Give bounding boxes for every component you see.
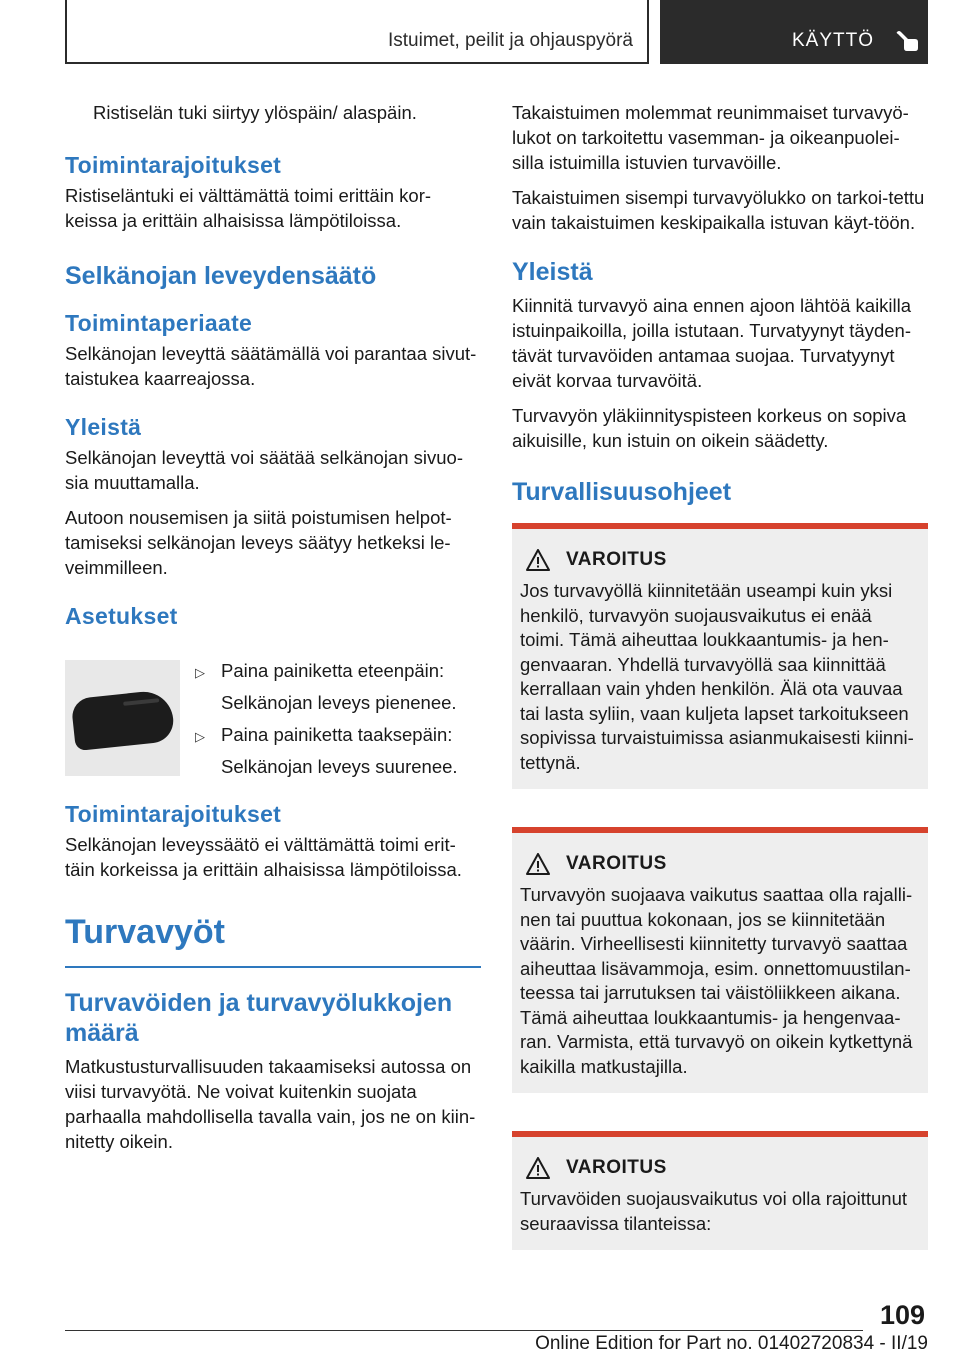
heading-toimintaperiaate: Toimintaperiaate xyxy=(65,310,253,336)
heading-turvavoiden-maara: Turvavöiden ja turvavyölukkojen määrä xyxy=(65,989,453,1047)
text-right-1: Takaistuimen molemmat reunimmaiset turvavyö-lukot on tarkoitettu vasemman- ja oikeanpuolei-silla istuimilla istuvien turvavöille. xyxy=(512,102,909,173)
header-chapter-title: KÄYTTÖ xyxy=(792,30,875,51)
text-toimintarajoitukset-2: Selkänojan leveyssäätö ei välttämättä toimi erit-täin korkeissa ja erittäin alhaisissa lämpötiloissa. xyxy=(65,834,462,880)
heading-toimintarajoitukset-2: Toimintarajoitukset xyxy=(65,801,282,827)
triangle-bullet-icon: ▷ xyxy=(195,665,205,680)
settings-block xyxy=(65,638,481,786)
heading-toimintarajoitukset-1: Toimintarajoitukset xyxy=(65,152,282,178)
seat-width-button-image xyxy=(65,660,180,776)
header-chapter-box xyxy=(660,0,928,64)
warning-text: Turvavyön suojaava vaikutus saattaa olla rajalli-nen tai puuttua kokonaan, jos se kiinnitetään väärin. Virheellisesti kiinnitetty turvavyö saattaa aiheuttaa lisävammoja, esim. onnettomuustilan-teessa tai jarrutuksen tai väistöliikkeen aikana. Tämä aiheuttaa loukkaantumis- ja hengenvaa-ran. Varmista, että turvavyö on oikein kytkettynä kaikilla matkustajilla. xyxy=(520,884,913,1077)
heading-turvallisuusohjeet: Turvallisuusohjeet xyxy=(512,478,732,506)
text-toimintarajoitukset-1: Ristiseläntuki ei välttämättä toimi erittäin kor-keissa ja erittäin alhaisissa lämpötiloissa. xyxy=(65,185,432,231)
footer-divider xyxy=(65,1330,863,1331)
heading-yleista-right: Yleistä xyxy=(512,258,593,286)
settings-item: ▷ Paina painiketta eteenpäin: xyxy=(193,658,483,683)
warning-triangle-icon xyxy=(526,1157,550,1179)
warning-title: VAROITUS xyxy=(566,853,667,874)
right-column xyxy=(512,100,928,1250)
warning-box xyxy=(512,523,928,789)
text-yleista-2: Autoon nousemisen ja siitä poistumisen helpot-tamiseksi selkänojan leveys säätyy hetkeksi le-veimmilleen. xyxy=(65,507,452,578)
header-section-box xyxy=(65,0,649,64)
intro-text: Ristiselän tuki siirtyy ylöspäin/ alaspäin. xyxy=(93,102,417,123)
settings-list xyxy=(193,658,483,786)
header-section-title: Istuimet, peilit ja ohjauspyörä xyxy=(387,30,633,51)
warning-box xyxy=(512,1131,928,1250)
warning-triangle-icon xyxy=(526,549,550,571)
warning-title: VAROITUS xyxy=(566,549,667,570)
page-number: 109 xyxy=(880,1300,926,1330)
heading-asetukset: Asetukset xyxy=(65,603,178,629)
left-column xyxy=(65,100,481,1164)
warning-text: Turvavöiden suojausvaikutus voi olla rajoittunut seuraavissa tilanteissa: xyxy=(520,1188,908,1234)
text-right-4: Turvavyön yläkiinnityspisteen korkeus on sopiva aikuisille, kun istuin on oikein säädetty. xyxy=(512,405,907,451)
heading-selkanojan-leveydensaato: Selkänojan leveydensäätö xyxy=(65,262,377,290)
settings-item: ▷ Paina painiketta taaksepäin: xyxy=(193,722,483,747)
hand-pointer-icon xyxy=(892,28,920,52)
heading-yleista-left: Yleistä xyxy=(65,414,142,440)
warning-title: VAROITUS xyxy=(566,1157,667,1178)
settings-result: Selkänojan leveys suurenee. xyxy=(221,756,458,777)
text-toimintaperiaate: Selkänojan leveyttä säätämällä voi parantaa sivut-taistukea kaarreajossa. xyxy=(65,343,477,389)
text-yleista-1: Selkänojan leveyttä voi säätää selkänojan sivuo-sia muuttamalla. xyxy=(65,447,463,493)
text-maara: Matkustusturvallisuuden takaamiseksi autossa on viisi turvavyötä. Ne voivat kuitenkin suojata parhaalla mahdollisella tavalla vain, jos ne on kiin-nitetty oikein. xyxy=(65,1056,476,1152)
heading-turvavyot: Turvavyöt xyxy=(65,912,481,968)
warning-text: Jos turvavyöllä kiinnitetään useampi kuin yksi henkilö, turvavyön suojausvaikutus ei enää toimi. Tämä aiheuttaa loukkaantumis- ja hen-genvaaran. Yhdellä turvavyöllä saa kiinnittää kerrallaan vain yhden henkilön. Älä ota vauvaa tai lasta syliin, vaan kuljeta lapset tarkoitukseen sopivissa turvaistuimissa asianmukaisesti kiinni-tettynä. xyxy=(520,580,914,773)
warning-triangle-icon xyxy=(526,853,550,875)
text-right-3: Kiinnitä turvavyö aina ennen ajoon lähtöä kaikilla istuinpaikoilla, joilla istutaan. Turvatyynyt täyden-tävät turvavöiden antamaa suojaa. Turvatyynyt eivät korvaa turvavöitä. xyxy=(512,295,912,391)
text-right-2: Takaistuimen sisempi turvavyölukko on tarkoi-tettu vain takaistuimen keskipaikalla istuvan käyt-töön. xyxy=(512,187,925,233)
footer-edition: Online Edition for Part no. 01402720834 - II/19 xyxy=(535,1333,928,1354)
triangle-bullet-icon: ▷ xyxy=(195,729,205,744)
settings-result: Selkänojan leveys pienenee. xyxy=(221,692,457,713)
warning-box xyxy=(512,827,928,1093)
